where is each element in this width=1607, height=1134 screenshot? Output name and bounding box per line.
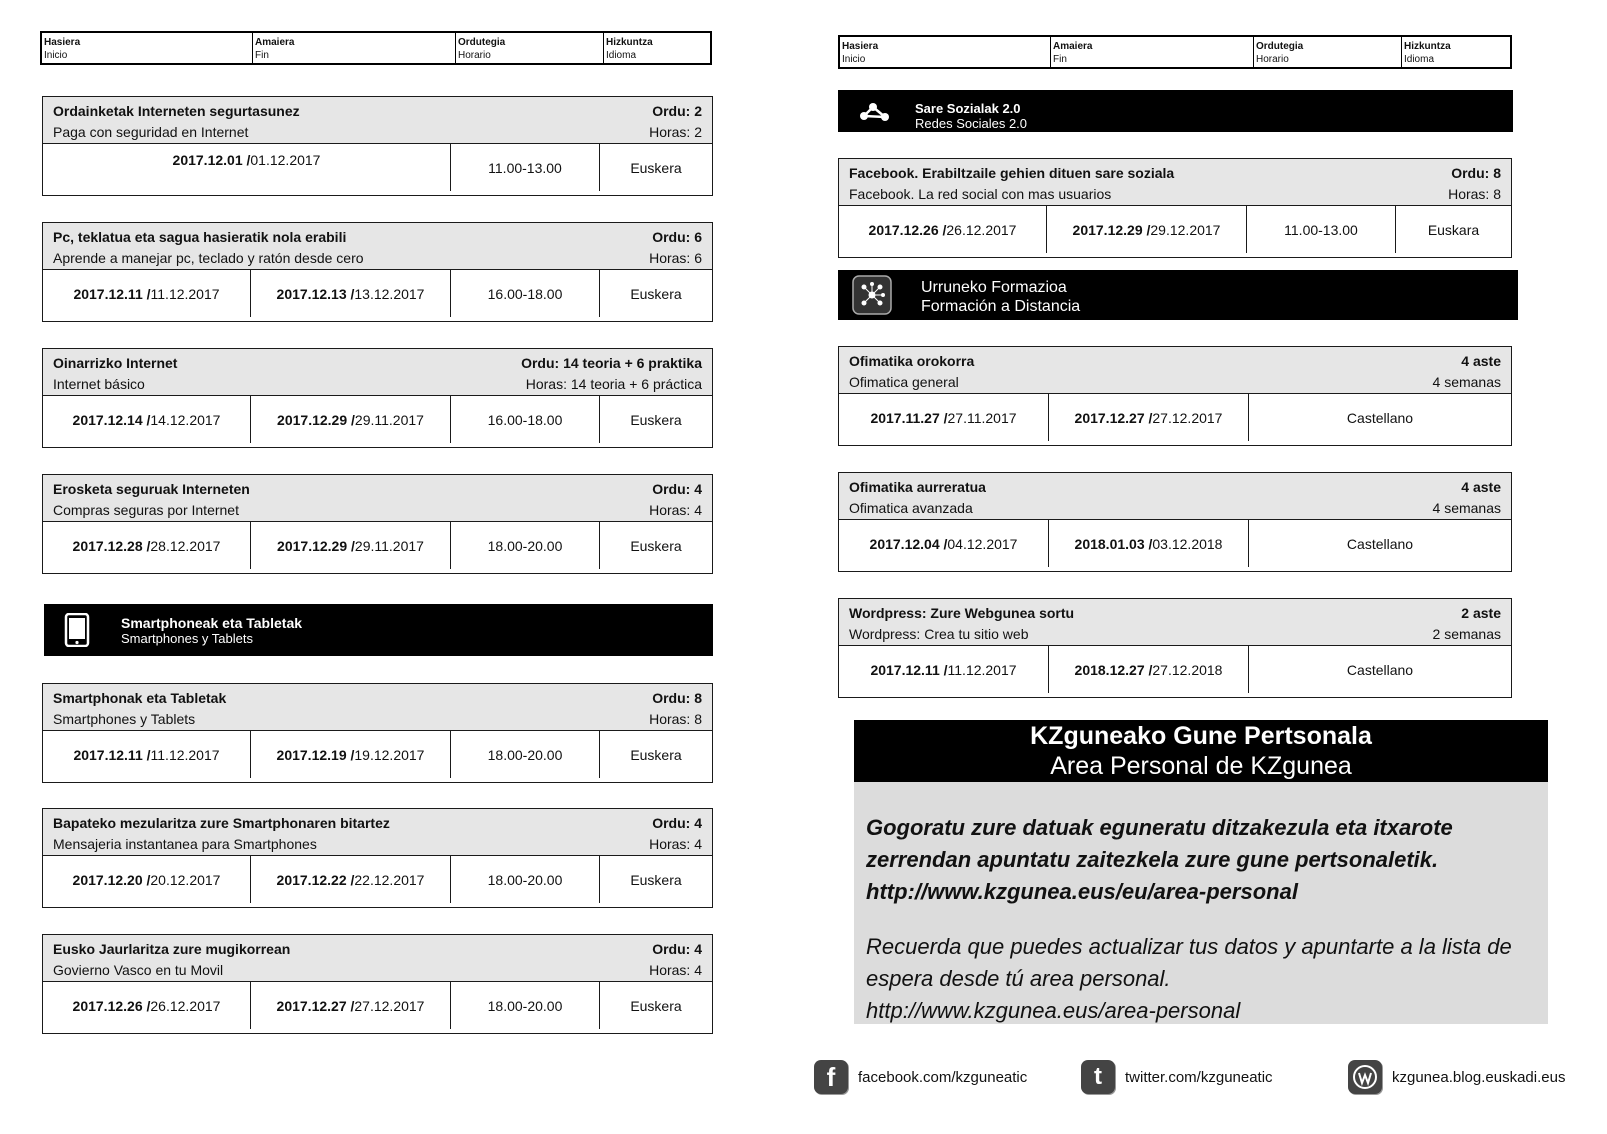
- facebook-link[interactable]: [814, 1060, 1027, 1094]
- course-end-date: 2017.12.29 / 29.11.2017: [251, 396, 451, 443]
- course-title: Ofimatika orokorra: [849, 353, 975, 369]
- course-end-date: 2017.12.19 / 19.12.2017: [251, 731, 451, 778]
- course-end-date: 2018.01.03 / 03.12.2018: [1049, 520, 1249, 567]
- course-details: [839, 394, 1511, 441]
- section-banner-smartphones: [44, 604, 713, 656]
- course-header: [839, 473, 1511, 520]
- course-title: Erosketa seguruak Interneten: [53, 481, 250, 497]
- course-time: 16.00-18.00: [451, 270, 600, 317]
- course-time: 11.00-13.00: [1247, 206, 1396, 253]
- course-language: Euskera: [630, 411, 682, 428]
- course-time: 11.00-13.00: [451, 144, 600, 191]
- personal-area-link-eu[interactable]: http://www.kzgunea.eus/eu/area-personal: [866, 879, 1298, 904]
- course-language: Euskera: [630, 871, 682, 888]
- course-card: [42, 474, 713, 574]
- banner-title: Urruneko Formazioa: [921, 279, 1067, 296]
- course-subtitle: Internet básico: [53, 376, 145, 392]
- course-card: [42, 934, 713, 1034]
- course-subtitle: Facebook. La red social con mas usuarios: [849, 186, 1112, 202]
- course-details: [43, 731, 712, 778]
- course-header: [839, 347, 1511, 394]
- course-hours-eu: Ordu: 4: [652, 941, 702, 957]
- course-duration-es: 2 semanas: [1432, 626, 1501, 642]
- course-subtitle: Govierno Vasco en tu Movil: [53, 962, 224, 978]
- course-subtitle: Ofimatica general: [849, 374, 959, 390]
- course-end-date: 2018.12.27 / 27.12.2018: [1049, 646, 1249, 693]
- course-start-date: 2017.12.28 / 28.12.2017: [43, 522, 251, 569]
- course-end-date: 2017.12.29 / 29.12.2017: [1047, 206, 1247, 253]
- legend-start: Hasiera Inicio: [840, 37, 1051, 67]
- course-card: [42, 222, 713, 322]
- course-hours-eu: Ordu: 8: [652, 690, 702, 706]
- banner-subtitle: Redes Sociales 2.0: [915, 116, 1028, 131]
- legend-schedule: Ordutegia Horario: [1254, 37, 1402, 67]
- course-details: [43, 856, 712, 903]
- course-language: Euskera: [630, 997, 682, 1014]
- course-title: Ofimatika aurreratua: [849, 479, 986, 495]
- course-subtitle: Compras seguras por Internet: [53, 502, 239, 518]
- legend-schedule: Ordutegia Horario: [456, 33, 604, 63]
- course-header: [43, 349, 712, 396]
- course-hours-es: Horas: 8: [649, 711, 702, 727]
- legend-right: [838, 35, 1512, 69]
- course-title: Eusko Jaurlaritza zure mugikorrean: [53, 941, 291, 957]
- legend-start: Hasiera Inicio: [42, 33, 253, 63]
- personal-area-link-es[interactable]: http://www.kzgunea.eus/area-personal: [866, 998, 1241, 1023]
- course-hours-eu: Ordu: 14 teoria + 6 praktika: [521, 355, 702, 371]
- course-hours-eu: Ordu: 6: [652, 229, 702, 245]
- course-details: [43, 144, 712, 191]
- course-language: Euskera: [630, 746, 682, 763]
- twitter-icon: t: [1081, 1060, 1115, 1094]
- course-subtitle: Aprende a manejar pc, teclado y ratón desde cero: [53, 250, 364, 266]
- course-card: [42, 348, 713, 448]
- course-hours-es: Horas: 4: [649, 962, 702, 978]
- course-subtitle: Smartphones y Tablets: [53, 711, 196, 727]
- course-hours-eu: Ordu: 8: [1451, 165, 1501, 181]
- course-start-date: 2017.11.27 / 27.11.2017: [839, 394, 1049, 441]
- course-card: [42, 96, 713, 196]
- blog-label: kzgunea.blog.euskadi.eus: [1392, 1068, 1566, 1086]
- course-language: Castellano: [1346, 535, 1414, 552]
- network-icon: [858, 102, 890, 129]
- course-subtitle: Ofimatica avanzada: [849, 500, 973, 516]
- course-duration-eu: 2 aste: [1461, 605, 1501, 621]
- blog-link[interactable]: [1348, 1060, 1565, 1094]
- course-time: 18.00-20.00: [451, 522, 600, 569]
- course-title: Facebook. Erabiltzaile gehien dituen sare soziala: [849, 165, 1175, 181]
- course-card: [838, 346, 1512, 446]
- course-header: [43, 223, 712, 270]
- course-start-date: 2017.12.11 / 11.12.2017: [43, 270, 251, 317]
- course-end-date: 2017.12.27 / 27.12.2017: [1049, 394, 1249, 441]
- course-header: [43, 97, 712, 144]
- course-header: [43, 684, 712, 731]
- course-end-date: 2017.12.22 / 22.12.2017: [251, 856, 451, 903]
- course-time: 18.00-20.00: [451, 856, 600, 903]
- facebook-icon: f: [814, 1060, 848, 1094]
- twitter-link[interactable]: [1081, 1060, 1273, 1094]
- legend-left: [40, 31, 712, 65]
- course-title: Wordpress: Zure Webgunea sortu: [849, 605, 1075, 621]
- personal-area-title-es: Area Personal de KZgunea: [1050, 752, 1352, 780]
- banner-title: Sare Sozialak 2.0: [915, 101, 1021, 116]
- course-header: [839, 599, 1511, 646]
- course-details: [839, 206, 1511, 253]
- course-subtitle: Mensajeria instantanea para Smartphones: [53, 836, 317, 852]
- distance-learning-icon: [852, 275, 892, 320]
- section-banner-social: [838, 90, 1513, 132]
- course-title: Bapateko mezularitza zure Smartphonaren bitartez: [53, 815, 390, 831]
- legend-end: Amaiera Fin: [253, 33, 456, 63]
- course-time: 18.00-20.00: [451, 731, 600, 778]
- course-header: [43, 475, 712, 522]
- course-date: 2017.12.01 / 01.12.2017: [43, 144, 451, 191]
- course-hours-es: Horas: 4: [649, 836, 702, 852]
- course-language: Euskara: [1427, 221, 1480, 238]
- course-duration-es: 4 semanas: [1432, 500, 1501, 516]
- twitter-label: twitter.com/kzguneatic: [1125, 1068, 1273, 1086]
- legend-language: Hizkuntza Idioma: [1404, 41, 1451, 65]
- course-hours-es: Horas: 4: [649, 502, 702, 518]
- course-hours-es: Horas: 2: [649, 124, 702, 140]
- course-title: Ordainketak Interneten segurtasunez: [53, 103, 300, 119]
- course-start-date: 2017.12.11 / 11.12.2017: [43, 731, 251, 778]
- course-details: [43, 396, 712, 443]
- course-time: 18.00-20.00: [451, 982, 600, 1029]
- course-hours-es: Horas: 14 teoria + 6 práctica: [525, 376, 702, 392]
- course-end-date: 2017.12.27 / 27.12.2017: [251, 982, 451, 1029]
- legend-language: Hizkuntza Idioma: [606, 37, 653, 61]
- course-start-date: 2017.12.20 / 20.12.2017: [43, 856, 251, 903]
- course-card: [838, 472, 1512, 572]
- personal-area-header: [854, 720, 1548, 782]
- course-hours-eu: Ordu: 2: [652, 103, 702, 119]
- banner-subtitle: Smartphones y Tablets: [121, 631, 253, 646]
- smartphone-icon: [64, 613, 90, 652]
- course-title: Smartphonak eta Tabletak: [53, 690, 227, 706]
- course-details: [43, 982, 712, 1029]
- course-language: Euskera: [630, 537, 682, 554]
- course-start-date: 2017.12.14 / 14.12.2017: [43, 396, 251, 443]
- course-card: [838, 158, 1512, 258]
- course-card: [42, 808, 713, 908]
- section-banner-distance: [838, 270, 1518, 320]
- course-language: Euskera: [630, 285, 682, 302]
- course-language: Castellano: [1346, 409, 1414, 426]
- course-card: [42, 683, 713, 783]
- course-language: Castellano: [1346, 661, 1414, 678]
- course-subtitle: Paga con seguridad en Internet: [53, 124, 249, 140]
- course-start-date: 2017.12.04 / 04.12.2017: [839, 520, 1049, 567]
- course-start-date: 2017.12.26 / 26.12.2017: [43, 982, 251, 1029]
- course-duration-eu: 4 aste: [1461, 353, 1501, 369]
- course-details: [839, 520, 1511, 567]
- course-title: Oinarrizko Internet: [53, 355, 178, 371]
- course-details: [43, 270, 712, 317]
- course-hours-es: Horas: 6: [649, 250, 702, 266]
- course-start-date: 2017.12.11 / 11.12.2017: [839, 646, 1049, 693]
- course-start-date: 2017.12.26 / 26.12.2017: [839, 206, 1047, 253]
- course-duration-es: 4 semanas: [1432, 374, 1501, 390]
- wordpress-icon: [1348, 1060, 1382, 1094]
- course-time: 16.00-18.00: [451, 396, 600, 443]
- course-header: [43, 809, 712, 856]
- course-header: [839, 159, 1511, 206]
- personal-area-text-es: Recuerda que puedes actualizar tus datos y apuntarte a la lista de espera desde tú area personal. http://www.kzgunea.eus/area-personal: [866, 934, 1512, 1023]
- banner-subtitle: Formación a Distancia: [921, 298, 1081, 315]
- course-language: Euskera: [630, 159, 682, 176]
- course-end-date: 2017.12.13 / 13.12.2017: [251, 270, 451, 317]
- legend-end: Amaiera Fin: [1051, 37, 1254, 67]
- banner-title: Smartphoneak eta Tabletak: [121, 615, 303, 631]
- course-duration-eu: 4 aste: [1461, 479, 1501, 495]
- personal-area-text-eu: Gogoratu zure datuak eguneratu ditzakezula eta itxarote zerrendan apuntatu zaitezkela zure gune pertsonaletik. http://www.kzgunea.eus/eu/area-personal: [866, 815, 1453, 904]
- course-hours-es: Horas: 8: [1448, 186, 1501, 202]
- course-card: [838, 598, 1512, 698]
- course-end-date: 2017.12.29 / 29.11.2017: [251, 522, 451, 569]
- course-header: [43, 935, 712, 982]
- course-details: [43, 522, 712, 569]
- course-hours-eu: Ordu: 4: [652, 815, 702, 831]
- course-details: [839, 646, 1511, 693]
- facebook-label: facebook.com/kzguneatic: [858, 1068, 1028, 1086]
- course-subtitle: Wordpress: Crea tu sitio web: [849, 626, 1029, 642]
- personal-area-title-eu: KZguneako Gune Pertsonala: [1030, 722, 1372, 750]
- course-title: Pc, teklatua eta sagua hasieratik nola erabili: [53, 229, 347, 245]
- course-hours-eu: Ordu: 4: [652, 481, 702, 497]
